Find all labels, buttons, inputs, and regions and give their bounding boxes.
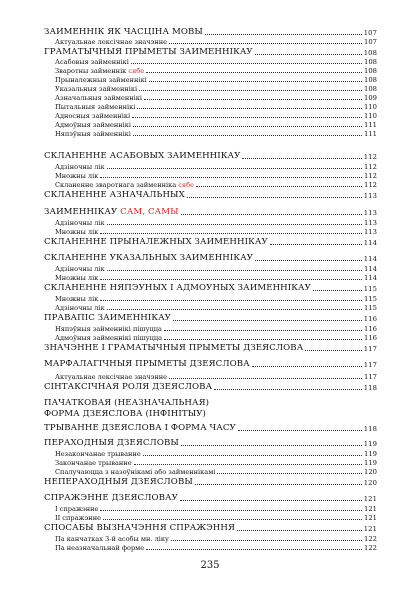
dot-leader <box>305 350 361 351</box>
toc-entry-text: І спражэнне <box>55 505 99 513</box>
toc-heading <box>44 409 377 419</box>
toc-subentry <box>44 373 377 381</box>
toc-page-number: 113 <box>364 228 377 236</box>
toc-entry-text: Адзіночны лік <box>55 163 105 171</box>
toc-heading <box>44 237 377 247</box>
toc-entry-text: СІНТАКСІЧНАЯ РОЛЯ ДЗЕЯСЛОВА <box>44 382 213 392</box>
toc-entry-text: Множны лік <box>55 295 99 303</box>
toc-page-number: 112 <box>364 181 377 189</box>
toc-subentry <box>44 450 377 458</box>
toc-page-number: 113 <box>363 209 377 217</box>
dot-leader <box>100 300 362 301</box>
toc-subentry <box>44 121 377 129</box>
dot-leader <box>107 309 362 310</box>
toc-entry-text: Спалучаюцца з назоўнікамі або займеннікамі <box>55 468 216 476</box>
toc-entry-text: Множны лік <box>55 274 99 282</box>
toc-page-number: 107 <box>363 29 377 37</box>
toc-heading <box>44 382 377 392</box>
dot-leader <box>205 34 362 35</box>
dot-leader <box>171 540 362 541</box>
dot-leader <box>107 224 362 225</box>
dot-leader <box>100 510 362 511</box>
toc-entry-text: Актуальнае лексічнае значэнне <box>55 373 168 381</box>
toc-subentry <box>44 544 377 552</box>
dot-leader <box>187 197 362 198</box>
dot-leader <box>252 366 362 367</box>
toc-entry-text: Адзіночны лік <box>55 219 105 227</box>
dot-leader <box>131 63 362 64</box>
toc-subentry <box>44 265 377 273</box>
toc-heading <box>44 359 377 369</box>
toc-page-number: 117 <box>364 373 377 381</box>
toc-page-number: 116 <box>363 315 377 323</box>
dot-leader <box>139 90 362 91</box>
toc-entry-text: Па канчатках 3-й асобы мн. ліку <box>55 535 169 543</box>
dot-leader <box>132 117 362 118</box>
toc-subentry <box>44 58 377 66</box>
dot-leader <box>313 290 362 291</box>
toc-subentry <box>44 67 377 75</box>
toc-entry-text: СКЛАНЕННЕ АСАБОВЫХ ЗАЙМЕННІКАЎ <box>44 151 241 161</box>
toc-page-number: 109 <box>364 94 377 102</box>
dot-leader <box>238 430 362 431</box>
toc-entry-text: Зваротны займеннік сябе <box>55 67 145 75</box>
toc-entry-text: ІІ спражэнне <box>55 514 101 522</box>
toc-heading <box>44 423 377 433</box>
toc-page-number: 122 <box>364 544 377 552</box>
dot-leader <box>133 126 362 127</box>
toc-heading <box>44 523 377 533</box>
toc-subentry <box>44 103 377 111</box>
toc-entry-text: ГРАМАТЫЧНЫЯ ПРЫМЕТЫ ЗАЙМЕННІКАЎ <box>44 47 253 57</box>
toc-subentry <box>44 94 377 102</box>
toc-subentry <box>44 514 377 522</box>
toc-entry-text: СПРАЖЭННЕ ДЗЕЯСЛОВАЎ <box>44 493 178 503</box>
dot-leader <box>164 330 362 331</box>
toc-subentry <box>44 85 377 93</box>
toc-page-number: 112 <box>363 153 377 161</box>
dot-leader <box>144 99 362 100</box>
toc-entry-text: Незакончанае трыванне <box>55 450 141 458</box>
toc-entry-text: СКЛАНЕННЕ НЯПЭЎНЫХ І АДМОЎНЫХ ЗАЙМЕННІКАЎ <box>44 283 311 293</box>
toc-subentry <box>44 535 377 543</box>
toc-page-number: 121 <box>364 514 377 522</box>
toc-page-number: 121 <box>363 495 377 503</box>
toc-page-number: 110 <box>364 112 377 120</box>
toc-subentry <box>44 76 377 84</box>
toc-subentry <box>44 163 377 171</box>
toc-subentry <box>44 130 377 138</box>
dot-leader <box>146 549 362 550</box>
toc-entry-text: ПАЧАТКОВАЯ (НЕАЗНАЧАЛЬНАЯ) <box>44 398 210 408</box>
dot-leader <box>137 108 362 109</box>
toc-entry-text: СПОСАБЫ ВЫЗНАЧЭННЯ СПРАЖЭННЯ <box>44 523 236 533</box>
toc-heading <box>44 493 377 503</box>
dot-leader <box>143 455 362 456</box>
toc-entry-text: Актуальнае лексічнае значэнне <box>55 38 168 46</box>
dot-leader <box>100 279 362 280</box>
toc-subentry <box>44 274 377 282</box>
toc-entry-text: Адзіночны лік <box>55 304 105 312</box>
toc-page-number: 107 <box>364 38 377 46</box>
toc-page-number: 118 <box>363 384 377 392</box>
toc-entry-highlight: сябе <box>128 67 145 75</box>
toc-page-number: 119 <box>364 450 377 458</box>
dot-leader <box>214 389 362 390</box>
toc-entry-text: ФОРМА ДЗЕЯСЛОВА (ІНФІНІТЫЎ) <box>44 409 207 419</box>
toc-page-number: 114 <box>363 239 377 247</box>
dot-leader <box>255 260 362 261</box>
toc-subentry <box>44 468 377 476</box>
dot-leader <box>242 158 361 159</box>
dot-leader <box>181 214 362 215</box>
dot-leader <box>237 530 362 531</box>
toc-subentry <box>44 325 377 333</box>
toc-page-number: 115 <box>364 295 377 303</box>
toc-entry-text: ПРАВАПІС ЗАЙМЕННІКАЎ <box>44 313 171 323</box>
toc-subentry <box>44 228 377 236</box>
dot-leader <box>134 464 362 465</box>
toc-heading <box>44 283 377 293</box>
toc-page-number: 113 <box>364 219 377 227</box>
toc-subentry <box>44 304 377 312</box>
toc-page-number: 111 <box>364 121 377 129</box>
toc-page-number: 114 <box>363 255 377 263</box>
dot-leader <box>133 135 362 136</box>
toc-entry-text: Адмоўныя займеннікі пішуцца <box>55 334 163 342</box>
toc-page-number: 108 <box>364 67 377 75</box>
toc-heading <box>44 438 377 448</box>
toc-entry-text: Няпэўныя займеннікі <box>55 130 131 138</box>
toc-entry-text: Адносныя займеннікі <box>55 112 131 120</box>
toc-subentry <box>44 334 377 342</box>
toc-page-number: 117 <box>363 345 377 353</box>
toc-entry-text: СКЛАНЕННЕ ПРЫНАЛЕЖНЫХ ЗАЙМЕННІКАЎ <box>44 237 268 247</box>
toc-page-number: 110 <box>364 103 377 111</box>
toc-page-number: 116 <box>364 334 377 342</box>
toc-entry-text: СКЛАНЕННЕ АЗНАЧАЛЬНЫХ <box>44 190 185 200</box>
toc-entry-text: ТРЫВАННЕ ДЗЕЯСЛОВА І ФОРМА ЧАСУ <box>44 423 236 433</box>
toc-heading <box>44 47 377 57</box>
dot-leader <box>107 168 362 169</box>
toc-entry-text: ЗАЙМЕННІКАЎ САМ, САМЫ <box>44 207 179 217</box>
toc-page-number: 115 <box>364 304 377 312</box>
toc-entry-text: ПЕРАХОДНЫЯ ДЗЕЯСЛОВЫ <box>44 438 179 448</box>
dot-leader <box>103 519 362 520</box>
dot-leader <box>164 339 362 340</box>
toc-page-number: 108 <box>363 49 377 57</box>
page-number: 235 <box>200 560 220 571</box>
toc-entry-text: Множны лік <box>55 172 99 180</box>
dot-leader <box>181 445 362 446</box>
toc-page-number: 122 <box>364 535 377 543</box>
toc-entry-highlight: САМ, САМЫ <box>120 207 179 217</box>
toc-subentry <box>44 172 377 180</box>
toc-heading <box>44 477 377 487</box>
toc-entry-text: Закончанае трыванне <box>55 459 132 467</box>
toc-page-number: 115 <box>363 285 377 293</box>
toc-heading <box>44 398 377 408</box>
dot-leader <box>169 378 362 379</box>
toc-page-number: 119 <box>364 459 377 467</box>
toc-entry-text: Пытальныя займеннікі <box>55 103 136 111</box>
toc-entry-text: Адмоўныя займеннікі <box>55 121 132 129</box>
toc-page-number: 120 <box>363 479 377 487</box>
toc-page-number: 112 <box>364 163 377 171</box>
toc-entry-text: Скланенне зваротнага займенніка сябе <box>55 181 195 189</box>
toc-page-number: 121 <box>363 525 377 533</box>
toc-subentry <box>44 295 377 303</box>
toc-entry-highlight: сябе <box>178 181 195 189</box>
toc-entry-text: СКЛАНЕННЕ ЎКАЗАЛЬНЫХ ЗАЙМЕННІКАЎ <box>44 253 254 263</box>
toc-entry-text: Указальныя займеннікі <box>55 85 138 93</box>
toc-page-number: 119 <box>363 440 377 448</box>
toc-heading <box>44 151 377 161</box>
toc-entry-text: МАРФАЛАГІЧНЫЯ ПРЫМЕТЫ ДЗЕЯСЛОВА <box>44 359 250 369</box>
toc-entry-text: Азначальныя займеннікі <box>55 94 142 102</box>
toc-heading <box>44 343 377 353</box>
toc-subentry <box>44 219 377 227</box>
dot-leader <box>217 473 362 474</box>
toc-entry-text: Прыналежныя займеннікі <box>55 76 147 84</box>
dot-leader <box>100 233 362 234</box>
dot-leader <box>255 54 362 55</box>
dot-leader <box>195 484 362 485</box>
toc-page-number: 112 <box>364 172 377 180</box>
dot-leader <box>146 72 362 73</box>
dot-leader <box>149 81 362 82</box>
toc-heading <box>44 313 377 323</box>
toc-entry-text: Па неазначальнай форме <box>55 544 145 552</box>
toc-entry-text: НЕПЕРАХОДНЫЯ ДЗЕЯСЛОВЫ <box>44 477 193 487</box>
toc-subentry <box>44 459 377 467</box>
toc-heading <box>44 253 377 263</box>
toc-entry-text: Адзіночны лік <box>55 265 105 273</box>
toc-subentry <box>44 181 377 189</box>
toc-page-number: 120 <box>364 468 377 476</box>
toc-subentry <box>44 505 377 513</box>
toc-page-number: 114 <box>364 265 377 273</box>
toc-subentry <box>44 38 377 46</box>
toc-entry-text: Асабовыя займеннікі <box>55 58 129 66</box>
toc-entry-text: Няпэўныя займеннікі пішуцца <box>55 325 162 333</box>
dot-leader <box>180 500 362 501</box>
toc-heading <box>44 27 377 37</box>
toc-entry-text: Множны лік <box>55 228 99 236</box>
dot-leader <box>173 320 362 321</box>
toc-page-number: 113 <box>363 192 377 200</box>
dot-leader <box>270 244 362 245</box>
toc-page-number: 114 <box>364 274 377 282</box>
dot-leader <box>100 177 362 178</box>
toc-page-number: 118 <box>363 425 377 433</box>
dot-leader <box>169 43 362 44</box>
toc-page-number: 117 <box>363 361 377 369</box>
dot-leader <box>107 270 362 271</box>
toc-page-number: 111 <box>364 130 377 138</box>
toc-page-number: 116 <box>364 325 377 333</box>
dot-leader <box>196 186 362 187</box>
toc-page-number: 121 <box>364 505 377 513</box>
toc-entry-text: ЗНАЧЭННЕ І ГРАМАТЫЧНЫЯ ПРЫМЕТЫ ДЗЕЯСЛОВА <box>44 343 304 353</box>
toc-page-number: 108 <box>364 85 377 93</box>
toc-heading <box>44 190 377 200</box>
toc-heading <box>44 207 377 217</box>
toc-entry-text: ЗАЙМЕННІК ЯК ЧАСЦІНА МОВЫ <box>44 27 203 37</box>
toc-page-number: 108 <box>364 58 377 66</box>
toc-subentry <box>44 112 377 120</box>
toc-page-number: 108 <box>364 76 377 84</box>
